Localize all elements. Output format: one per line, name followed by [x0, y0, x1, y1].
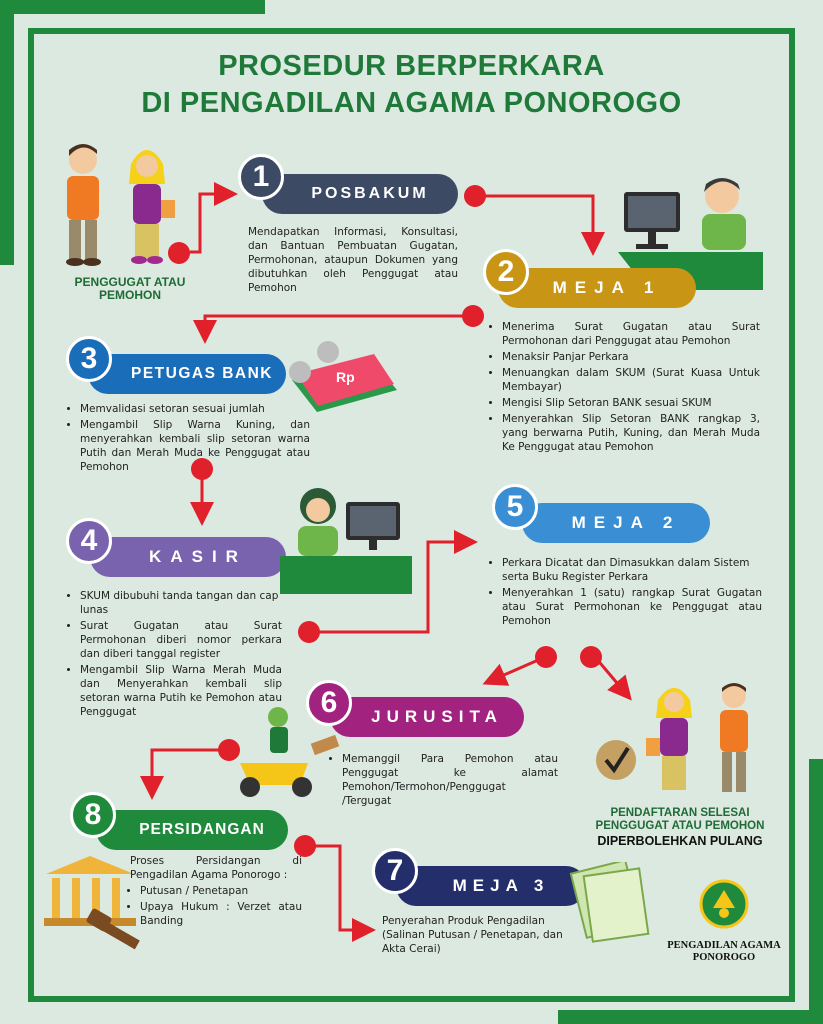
step-5-item: • Perkara Dicatat dan Dimasukkan dalam Sistem serta Buku Register Perkara: [502, 556, 762, 584]
step-1-title: POSBAKUM: [262, 174, 458, 214]
step-4-item: • SKUM dibubuhi tanda tangan dan cap lunas: [80, 589, 282, 617]
arrow-8-to-7: [310, 846, 370, 930]
step-2-item: • Menerima Surat Gugatan atau Surat Permohonan dari Penggugat atau Pemohon: [502, 320, 760, 348]
step-4-number: 4: [66, 518, 112, 564]
finish-caption-line-1: PENDAFTARAN SELESAI: [610, 807, 750, 819]
step-5-list: [492, 556, 762, 630]
step-4-item: • Surat Gugatan atau Surat Permohonan diberi nomor perkara dan diberi tanggal register: [80, 619, 282, 661]
connector-dot: [535, 646, 557, 668]
step-3-number: 3: [66, 336, 112, 382]
step-8-content: [130, 854, 302, 930]
arrow-6-to-8: [152, 750, 228, 794]
step-7-description: Penyerahan Produk Pengadilan (Salinan Putusan / Penetapan, dan Akta Cerai): [382, 915, 563, 955]
step-6-title: JURUSITA: [330, 697, 524, 737]
logo-caption: [664, 940, 784, 964]
step-5-title: MEJA 2: [522, 503, 710, 543]
finish-caption: [580, 807, 780, 849]
step-6-item: • Memanggil Para Pemohon atau Penggugat ke alamat Pemohon/Termohon/Penggugat /Tergugat: [342, 752, 558, 808]
title-line-1: PROSEDUR BERPERKARA: [218, 50, 605, 82]
currency-mark-rp: Rp: [336, 369, 355, 385]
step-3-title: PETUGAS BANK: [88, 354, 286, 394]
step-8-title: PERSIDANGAN: [96, 810, 288, 850]
cashier-illustration: [276, 484, 416, 596]
finish-caption-line-3: DIPERBOLEHKAN PULANG: [597, 834, 763, 848]
connector-dot: [580, 646, 602, 668]
connector-dot: [462, 305, 484, 327]
step-2-number: 2: [483, 249, 529, 295]
step-4-item: • Mengambil Slip Warna Merah Muda dan Menyerahkan kembali slip setoran warna Putih ke Pemohon atau Penggugat: [80, 663, 282, 719]
step-3-list: [70, 402, 310, 476]
start-caption-line-2: PEMOHON: [98, 288, 161, 302]
step-4-title: KASIR: [90, 537, 286, 577]
start-caption: [45, 276, 215, 302]
plaintiff-couple-illustration: [55, 140, 185, 275]
finish-caption-line-2: PENGGUGAT ATAU PEMOHON: [595, 820, 765, 832]
step-2-item: • Menaksir Panjar Perkara: [502, 350, 760, 364]
step-7-number: 7: [372, 848, 418, 894]
step-3-item: • Memvalidasi setoran sesuai jumlah: [80, 402, 310, 416]
connector-dot: [464, 185, 486, 207]
step-5-number: 5: [492, 484, 538, 530]
step-4-list: [70, 589, 282, 721]
step-5-item: • Menyerahkan 1 (satu) rangkap Surat Gugatan atau Surat Permohonan ke Penggugat atau Pemohon: [502, 586, 762, 628]
step-3-item: • Mengambil Slip Warna Kuning, dan menyerahkan kembali slip setoran warna Putih dan Merah Muda ke Penggugat atau Pemohon: [80, 418, 310, 474]
step-8-number: 8: [70, 792, 116, 838]
step-8-item: • Putusan / Penetapan: [140, 884, 302, 898]
step-2-list: [492, 320, 760, 456]
step-1-description: Mendapatkan Informasi, Konsultasi, dan Bantuan Pembuatan Gugatan, Permohonan, ataupun Dokumen yang dibutuhkan oleh Penggugat atau Pemohon: [248, 226, 458, 294]
step-2-item: • Mengisi Slip Setoran BANK sesuai SKUM: [502, 396, 760, 410]
step-8-intro: Proses Persidangan di Pengadilan Agama Ponorogo :: [130, 855, 302, 881]
arrow-2-to-3: [205, 316, 470, 338]
logo-caption-line-2: PONOROGO: [692, 952, 756, 963]
start-caption-line-1: PENGGUGAT ATAU: [74, 275, 186, 289]
finish-couple-illustration: [594, 682, 764, 802]
step-8-item: • Upaya Hukum : Verzet atau Banding: [140, 900, 302, 928]
step-7-title: MEJA 3: [396, 866, 586, 906]
step-2-title: MEJA 1: [498, 268, 696, 308]
step-6-number: 6: [306, 680, 352, 726]
step-2-item: • Menyerahkan Slip Setoran BANK rangkap 3, yang berwarna Putih, Kuning, dan Merah Muda Ke Penggugat atau Pemohon: [502, 412, 760, 454]
arrow-start-to-1: [190, 194, 232, 252]
arrow-1-to-2: [480, 196, 593, 250]
step-6-list: [332, 752, 558, 810]
logo-caption-line-1: PENGADILAN AGAMA: [667, 940, 781, 951]
title-line-2: DI PENGADILAN AGAMA PONOROGO: [141, 87, 682, 119]
step-2-item: • Menuangkan dalam SKUM (Surat Kuasa Untuk Membayar): [502, 366, 760, 394]
connector-dot: [298, 621, 320, 643]
step-1-number: 1: [238, 154, 284, 200]
court-emblem-logo: [699, 878, 749, 934]
